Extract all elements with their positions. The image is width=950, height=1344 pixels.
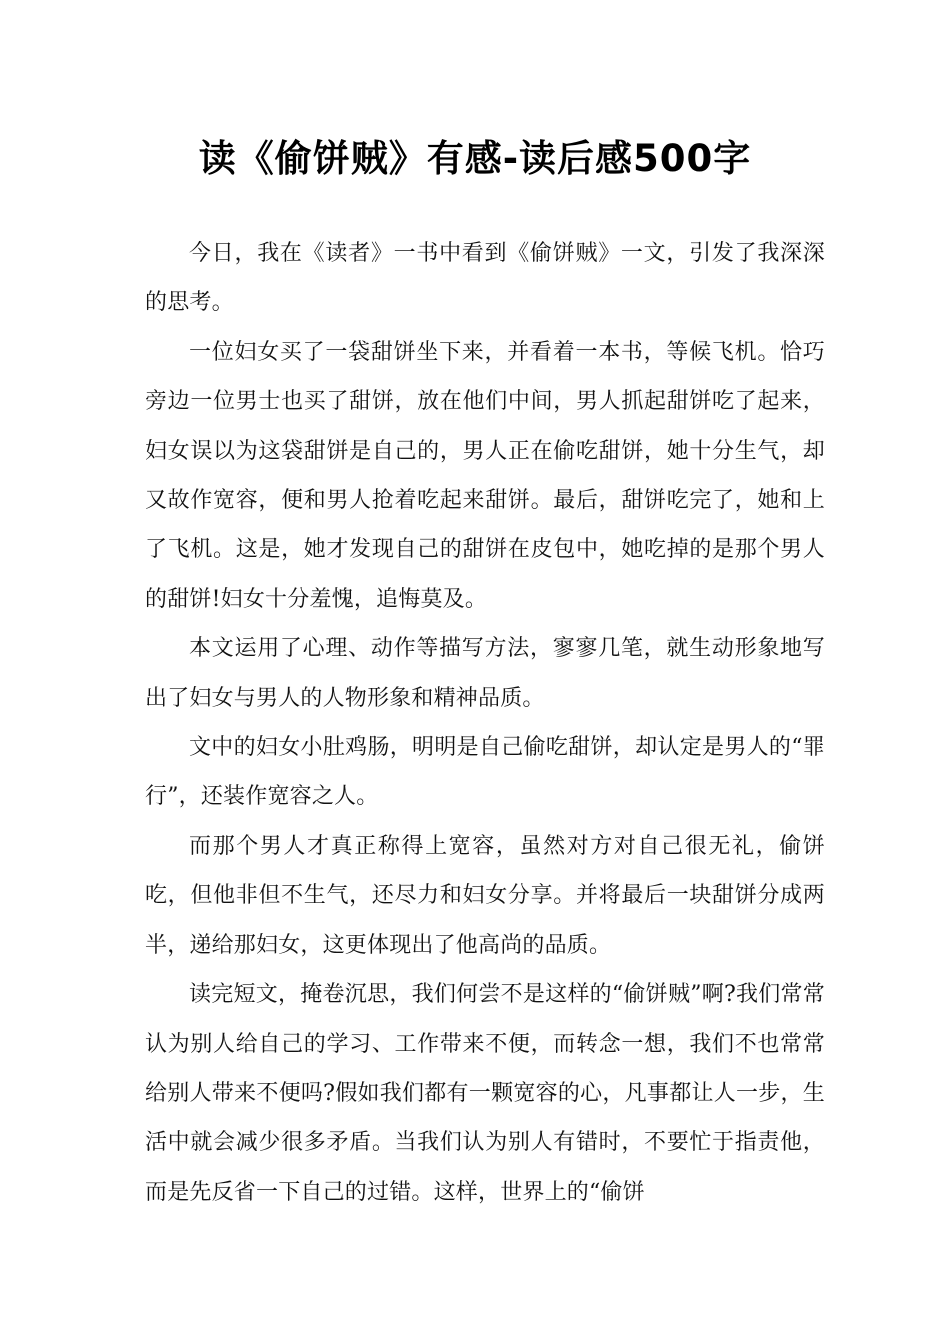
document-title: 读《偷饼贼》有感-读后感500字 bbox=[198, 137, 752, 180]
paragraph: 文中的妇女小肚鸡肠，明明是自己偷吃甜饼，却认定是男人的“罪行”，还装作宽容之人。 bbox=[145, 735, 825, 810]
paragraph: 今日，我在《读者》一书中看到《偷饼贼》一文，引发了我深深的思考。 bbox=[145, 241, 825, 316]
document-body bbox=[145, 229, 825, 1217]
paragraph: 本文运用了心理、动作等描写方法，寥寥几笔，就生动形象地写出了妇女与男人的人物形象和精神品质。 bbox=[145, 636, 825, 711]
paragraph: 读完短文，掩卷沉思，我们何尝不是这样的“偷饼贼”啊?我们常常认为别人给自己的学习、工作带来不便，而转念一想，我们不也常常给别人带来不便吗?假如我们都有一颗宽容的心，凡事都让人一步，生活中就会减少很多矛盾。当我们认为别人有错时，不要忙于指责他，而是先反省一下自己的过错。这样，世界上的“偷饼 bbox=[145, 982, 825, 1205]
paragraph: 而那个男人才真正称得上宽容，虽然对方对自己很无礼，偷饼吃，但他非但不生气，还尽力和妇女分享。并将最后一块甜饼分成两半，递给那妇女，这更体现出了他高尚的品质。 bbox=[145, 833, 825, 958]
paragraph: 一位妇女买了一袋甜饼坐下来，并看着一本书，等候飞机。恰巧旁边一位男士也买了甜饼，放在他们中间，男人抓起甜饼吃了起来，妇女误以为这袋甜饼是自己的，男人正在偷吃甜饼，她十分生气，却又故作宽容，便和男人抢着吃起来甜饼。最后，甜饼吃完了，她和上了飞机。这是，她才发现自己的甜饼在皮包中，她吃掉的是那个男人的甜饼!妇女十分羞愧，追悔莫及。 bbox=[145, 339, 825, 612]
